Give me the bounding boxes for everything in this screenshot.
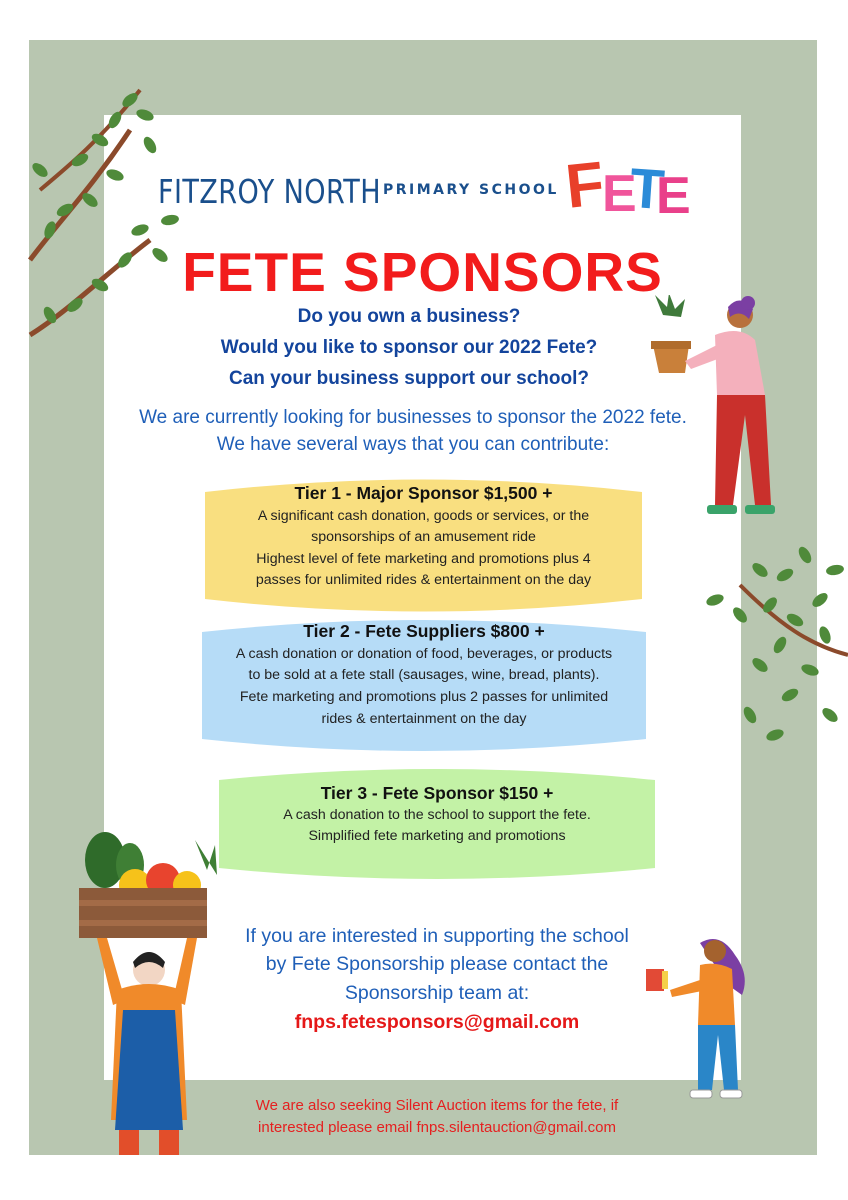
tier-3-line: Simplified fete marketing and promotions — [308, 828, 566, 844]
contact-line: If you are interested in supporting the school — [245, 925, 629, 947]
tier-2-title: Tier 2 - Fete Suppliers $800 + — [303, 621, 545, 641]
sponsor-email-link[interactable]: fnps.fetesponsors@gmail.com — [294, 1011, 580, 1033]
tier-1-line: Highest level of fete marketing and promotions plus 4 — [256, 551, 591, 567]
page-title: FETE SPONSORS — [182, 241, 663, 303]
question-line: Do you own a business? — [297, 306, 521, 327]
intro-line: We have several ways that you can contribute: — [216, 434, 610, 455]
leaf-branch-right-illustration — [700, 545, 848, 755]
footer-line: We are also seeking Silent Auction items for the fete, if — [255, 1097, 619, 1114]
fete-logo-letter-e1: E — [602, 165, 637, 223]
woman-with-book-illustration — [640, 935, 755, 1110]
man-with-vegetable-crate-illustration — [75, 830, 225, 1155]
footer-line: interested please email fnps.silentauction@gmail.com — [258, 1119, 616, 1136]
intro-line: We are currently looking for businesses to sponsor the 2022 fete. — [139, 407, 687, 428]
tier-2-line: Fete marketing and promotions plus 2 passes for unlimited — [239, 689, 609, 705]
fete-logo — [562, 149, 691, 226]
question-line: Can your business support our school? — [229, 368, 589, 389]
contact-line: Sponsorship team at: — [344, 982, 530, 1004]
contact-line: by Fete Sponsorship please contact the — [265, 953, 609, 975]
fete-logo-letter-f: F — [562, 149, 608, 222]
tier-2-line: A cash donation or donation of food, beverages, or products — [235, 646, 613, 662]
tier-2-line: rides & entertainment on the day — [321, 711, 527, 727]
tier-1-line: sponsorships of an amusement ride — [311, 529, 536, 545]
tier-1-line: passes for unlimited rides & entertainment on the day — [255, 572, 592, 588]
tier-1-title: Tier 1 - Major Sponsor $1,500 + — [294, 483, 553, 503]
woman-with-plant-illustration — [645, 295, 775, 530]
tier-3-line: A cash donation to the school to support the fete. — [283, 807, 591, 823]
tier-1-line: A significant cash donation, goods or services, or the — [257, 508, 590, 524]
tier-2-line: to be sold at a fete stall (sausages, wine, bread, plants). — [248, 667, 600, 683]
fitzroy-north-logo-text: FITZROY NORTH — [158, 172, 381, 211]
fete-logo-letter-t: T — [627, 155, 667, 222]
primary-school-logo-text: PRIMARY SCHOOL — [383, 182, 559, 198]
tier-3-title: Tier 3 - Fete Sponsor $150 + — [320, 783, 554, 803]
fete-logo-letter-e2: E — [656, 167, 691, 225]
question-line: Would you like to sponsor our 2022 Fete? — [220, 337, 598, 358]
